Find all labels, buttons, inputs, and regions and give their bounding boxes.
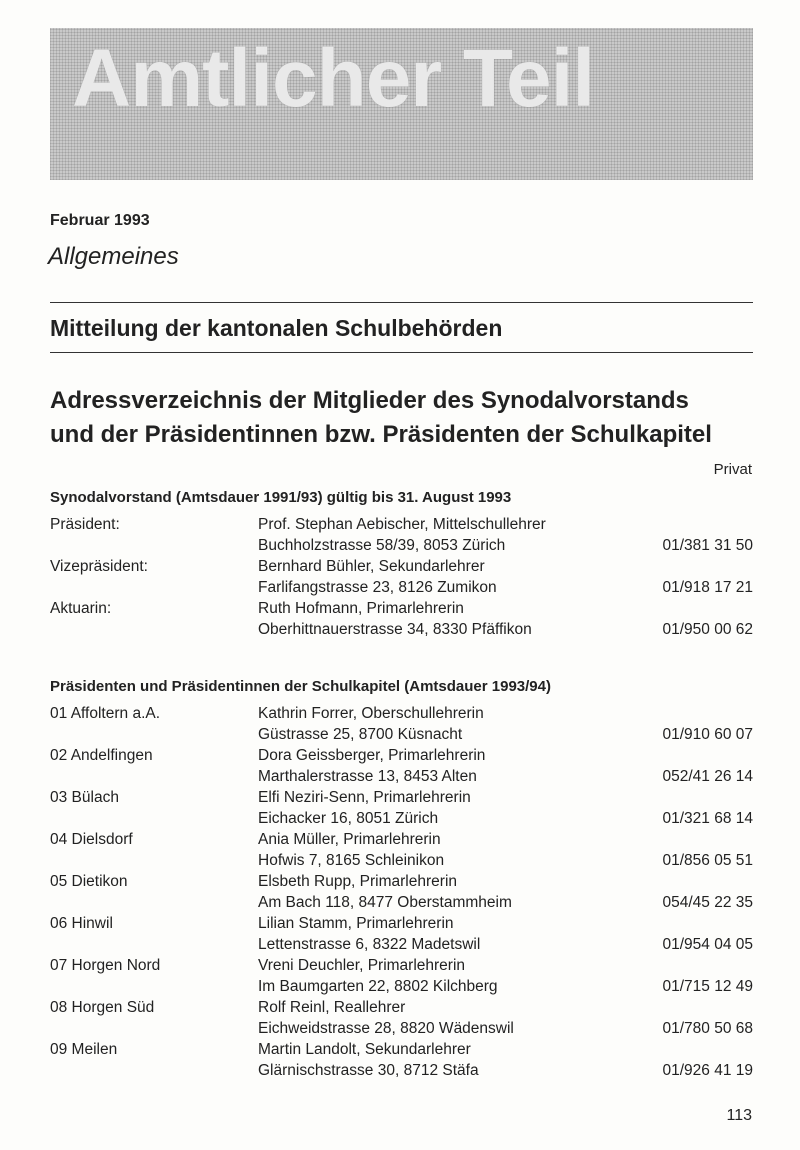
row-address: Glärnischstrasse 30, 8712 Stäfa — [258, 1062, 479, 1079]
row-address: Lettenstrasse 6, 8322 Madetswil — [258, 936, 481, 953]
row-role: 03 Bülach — [50, 789, 119, 806]
row-phone: 052/41 26 14 — [662, 768, 753, 785]
article-title-line-2: und der Präsidentinnen bzw. Präsidenten der Schulkapitel — [50, 421, 712, 448]
row-name: Vreni Deuchler, Primarlehrerin — [258, 957, 466, 974]
issue-date: Februar 1993 — [50, 212, 150, 229]
row-name: Bernhard Bühler, Sekundarlehrer — [258, 558, 485, 575]
row-phone: 01/950 00 62 — [662, 621, 753, 638]
kapitel-row — [50, 873, 753, 915]
row-phone: 01/910 60 07 — [662, 726, 753, 743]
divider-top — [50, 302, 753, 303]
row-name: Elfi Neziri-Senn, Primarlehrerin — [258, 789, 471, 806]
column-label-privat: Privat — [713, 461, 752, 478]
banner-title: Amtlicher Teil — [72, 33, 595, 124]
row-phone: 01/926 41 19 — [662, 1062, 753, 1079]
row-phone: 01/321 68 14 — [662, 810, 753, 827]
article-title-line-1: Adressverzeichnis der Mitglieder des Synodalvorstands — [50, 387, 689, 414]
kapitel-heading: Präsidenten und Präsidentinnen der Schulkapitel (Amtsdauer 1993/94) — [50, 678, 551, 695]
row-phone: 01/954 04 05 — [662, 936, 753, 953]
row-name: Lilian Stamm, Primarlehrerin — [258, 915, 454, 932]
synodal-row — [50, 558, 753, 600]
row-phone: 01/381 31 50 — [662, 537, 753, 554]
synodal-row — [50, 600, 753, 642]
row-name: Ania Müller, Primarlehrerin — [258, 831, 441, 848]
kapitel-row — [50, 831, 753, 873]
row-role: 09 Meilen — [50, 1041, 118, 1058]
row-address: Güstrasse 25, 8700 Küsnacht — [258, 726, 463, 743]
row-phone: 054/45 22 35 — [662, 894, 753, 911]
row-address: Oberhittnauerstrasse 34, 8330 Pfäffikon — [258, 621, 532, 638]
row-address: Eichweidstrasse 28, 8820 Wädenswil — [258, 1020, 514, 1037]
row-name: Elsbeth Rupp, Primarlehrerin — [258, 873, 458, 890]
row-address: Buchholzstrasse 58/39, 8053 Zürich — [258, 537, 506, 554]
headline: Mitteilung der kantonalen Schulbehörden — [50, 315, 503, 341]
kapitel-row — [50, 747, 753, 789]
row-role: 08 Horgen Süd — [50, 999, 155, 1016]
row-role: 02 Andelfingen — [50, 747, 153, 764]
kapitel-row — [50, 789, 753, 831]
kapitel-row — [50, 915, 753, 957]
kapitel-row — [50, 1041, 753, 1083]
row-address: Marthalerstrasse 13, 8453 Alten — [258, 768, 477, 785]
kapitel-row — [50, 705, 753, 747]
row-name: Ruth Hofmann, Primarlehrerin — [258, 600, 464, 617]
row-role: 04 Dielsdorf — [50, 831, 133, 848]
section-title: Allgemeines — [48, 243, 179, 270]
row-role: Präsident: — [50, 516, 120, 533]
row-role: 01 Affoltern a.A. — [50, 705, 161, 722]
row-phone: 01/780 50 68 — [662, 1020, 753, 1037]
row-name: Kathrin Forrer, Oberschullehrerin — [258, 705, 484, 722]
row-phone: 01/856 05 51 — [662, 852, 753, 869]
row-role: Vizepräsident: — [50, 558, 148, 575]
row-name: Martin Landolt, Sekundarlehrer — [258, 1041, 471, 1058]
row-role: Aktuarin: — [50, 600, 112, 617]
divider-bottom — [50, 352, 753, 353]
row-address: Hofwis 7, 8165 Schleinikon — [258, 852, 445, 869]
row-name: Rolf Reinl, Reallehrer — [258, 999, 406, 1016]
row-role: 07 Horgen Nord — [50, 957, 161, 974]
synodal-heading: Synodalvorstand (Amtsdauer 1991/93) gültig bis 31. August 1993 — [50, 489, 512, 506]
row-phone: 01/715 12 49 — [662, 978, 753, 995]
row-name: Dora Geissberger, Primarlehrerin — [258, 747, 486, 764]
kapitel-row — [50, 999, 753, 1041]
row-address: Am Bach 118, 8477 Oberstammheim — [258, 894, 512, 911]
row-role: 06 Hinwil — [50, 915, 113, 932]
page-number: 113 — [726, 1107, 752, 1124]
header-banner — [50, 28, 753, 180]
kapitel-row — [50, 957, 753, 999]
row-address: Farlifangstrasse 23, 8126 Zumikon — [258, 579, 497, 596]
row-role: 05 Dietikon — [50, 873, 128, 890]
row-address: Im Baumgarten 22, 8802 Kilchberg — [258, 978, 498, 995]
row-phone: 01/918 17 21 — [662, 579, 753, 596]
synodal-row — [50, 516, 753, 558]
row-name: Prof. Stephan Aebischer, Mittelschullehrer — [258, 516, 546, 533]
row-address: Eichacker 16, 8051 Zürich — [258, 810, 439, 827]
